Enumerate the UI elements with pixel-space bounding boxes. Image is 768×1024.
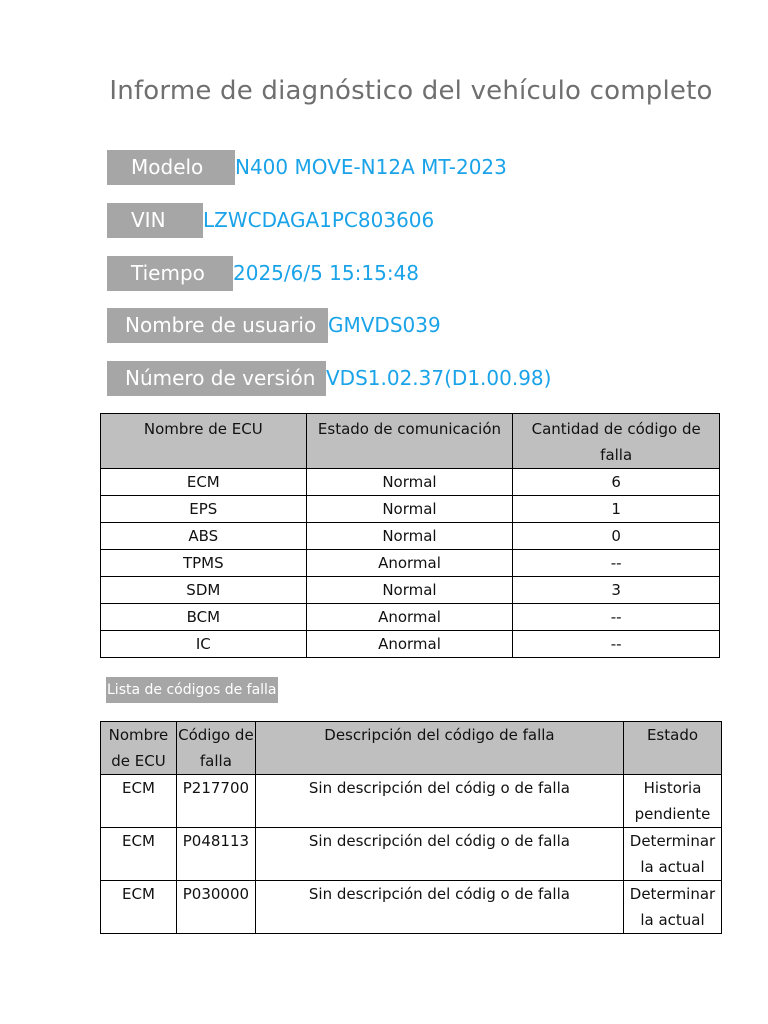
table-cell: P030000 [176,881,255,934]
table-row [101,631,720,658]
table-cell: 1 [513,496,720,523]
table-cell: Determinar la actual [624,881,722,934]
table-cell: SDM [101,577,307,604]
table-row [101,550,720,577]
table-row [101,604,720,631]
table-cell: Anormal [306,604,513,631]
table-cell: 6 [513,469,720,496]
table-cell: Sin descripción del códig o de falla [255,881,623,934]
table-cell: 0 [513,523,720,550]
column-header: Estado [624,722,722,775]
table-cell: Normal [306,523,513,550]
table-cell: -- [513,631,720,658]
table-cell: ECM [101,828,177,881]
dtc-list-table [100,721,722,934]
info-row-time [107,256,419,291]
table-cell: Anormal [306,631,513,658]
table-header-row [101,414,720,469]
table-cell: Normal [306,469,513,496]
table-cell: -- [513,550,720,577]
table-row [101,523,720,550]
table-header-row [101,722,722,775]
info-value: GMVDS039 [328,313,441,337]
info-value: VDS1.02.37(D1.00.98) [326,366,552,390]
table-cell: Historia pendiente [624,775,722,828]
table-cell: P048113 [176,828,255,881]
column-header: Cantidad de código de falla [513,414,720,469]
table-cell: 3 [513,577,720,604]
table-cell: IC [101,631,307,658]
table-cell: ECM [101,775,177,828]
table-row [101,496,720,523]
info-value: 2025/6/5 15:15:48 [233,261,420,285]
info-label: Nombre de usuario [107,308,328,343]
info-label: Tiempo [107,256,233,291]
table-cell: Sin descripción del códig o de falla [255,775,623,828]
table-cell: ECM [101,881,177,934]
table-row [101,775,722,828]
dtc-section-label: Lista de códigos de falla [106,677,278,703]
column-header: Descripción del código de falla [255,722,623,775]
info-label: VIN [107,203,203,238]
table-cell: Normal [306,577,513,604]
report-title: Informe de diagnóstico del vehículo completo [109,76,713,106]
column-header: Nombre de ECU [101,414,307,469]
table-cell: ABS [101,523,307,550]
info-row-version [107,361,551,396]
table-cell: BCM [101,604,307,631]
table-cell: Normal [306,496,513,523]
info-label: Número de versión [107,361,326,396]
table-cell: -- [513,604,720,631]
column-header: Nombre de ECU [101,722,177,775]
table-row [101,881,722,934]
table-cell: EPS [101,496,307,523]
info-value: N400 MOVE-N12A MT-2023 [235,155,507,179]
info-label: Modelo [107,150,235,185]
table-cell: TPMS [101,550,307,577]
table-row [101,469,720,496]
column-header: Estado de comunicación [306,414,513,469]
ecu-status-table [100,413,720,658]
info-row-vin [107,203,434,238]
table-cell: Anormal [306,550,513,577]
column-header: Código de falla [176,722,255,775]
table-cell: P217700 [176,775,255,828]
table-cell: ECM [101,469,307,496]
info-row-username [107,308,441,343]
table-row [101,828,722,881]
table-row [101,577,720,604]
info-row-model [107,150,507,185]
info-value: LZWCDAGA1PC803606 [203,208,435,232]
table-cell: Sin descripción del códig o de falla [255,828,623,881]
table-cell: Determinar la actual [624,828,722,881]
